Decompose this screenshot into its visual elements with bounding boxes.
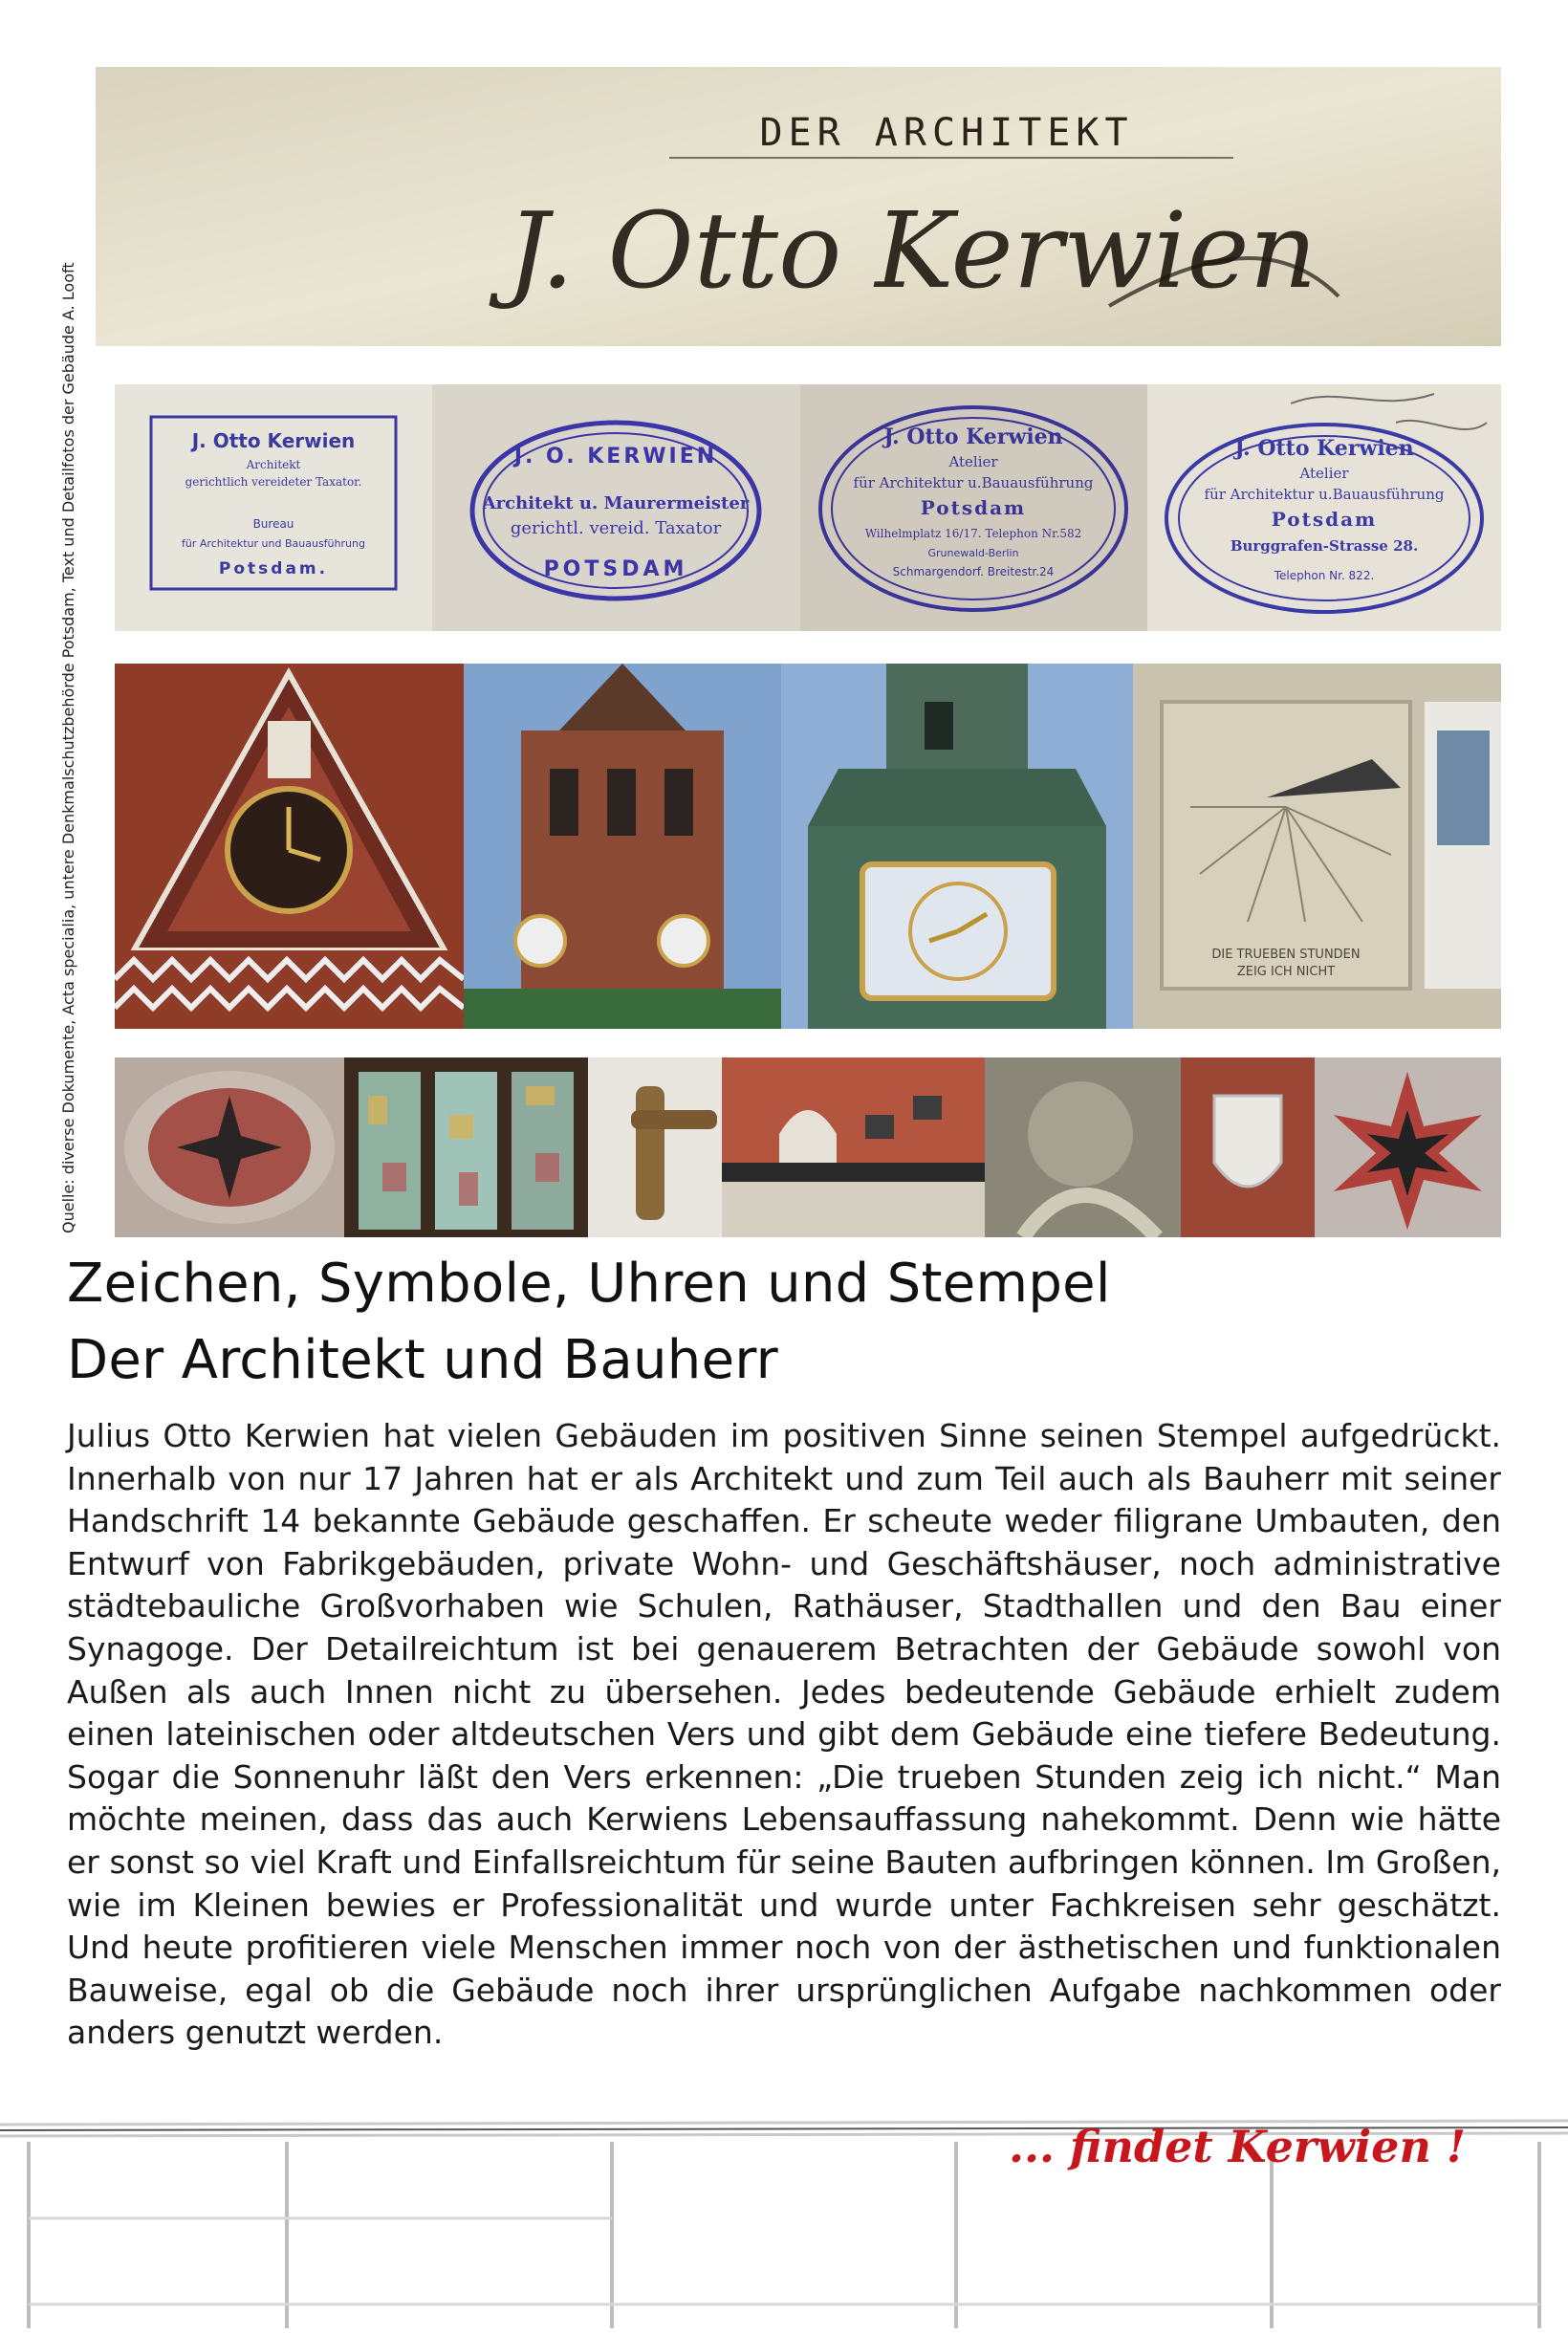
stamp-4-line-6: Telephon Nr. 822.	[1274, 569, 1375, 582]
terrazzo-floor-photo	[115, 1057, 344, 1237]
stamp-3-line-7: Schmargendorf. Breitestr.24	[892, 565, 1055, 578]
stamp-3-line-3: für Architektur u.Bauausführung	[853, 474, 1094, 491]
copper-tower-clock-photo	[781, 664, 1133, 1029]
door-handle-photo	[588, 1057, 722, 1237]
sundial-photo	[1133, 664, 1501, 1029]
stamp-2-line-1: J. O. KERWIEN	[513, 445, 718, 469]
stamp-1-line-2: Architekt	[246, 458, 301, 471]
signature-header: DER ARCHITEKT	[759, 111, 1134, 155]
gable-clock-photo	[115, 664, 464, 1029]
slogan: ... findet Kerwien !	[1009, 2121, 1467, 2172]
page-title: Zeichen, Symbole, Uhren und Stempel	[67, 1253, 1111, 1315]
sundial-motto-line-1: DIE TRUEBEN STUNDEN	[1211, 948, 1361, 962]
stamp-1-line-3: gerichtlich vereideter Taxator.	[185, 475, 362, 489]
stamp-4-line-2: Atelier	[1299, 465, 1349, 482]
stamp-photo-4	[1147, 384, 1501, 631]
stairwell-interior-photo	[722, 1057, 985, 1237]
stamp-1-line-1: J. Otto Kerwien	[191, 429, 356, 452]
stamp-4-line-3: für Architektur u.Bauausführung	[1204, 486, 1445, 503]
stamp-3-line-1: J. Otto Kerwien	[883, 425, 1063, 449]
stamp-1-line-5: für Architektur und Bauausführung	[182, 537, 365, 550]
stamp-2-line-3: gerichtl. vereid. Taxator	[510, 518, 722, 538]
stained-glass-window-photo	[344, 1057, 588, 1237]
stamp-3-line-5: Wilhelmplatz 16/17. Telephon Nr.582	[864, 527, 1082, 540]
signature-banner-photo	[96, 67, 1501, 346]
stamp-photo-2	[432, 384, 800, 631]
stamp-4-line-5: Burggrafen-Strasse 28.	[1230, 537, 1419, 555]
body-paragraph: Julius Otto Kerwien hat vielen Gebäuden im positiven Sinne seinen Stempel aufgedrückt. Innerhalb von nur 17 Jahren hat er als Architekt und zum Teil auch als Bauherr mit seiner Handschrift 14 bekannte Gebäude geschaffen. Er scheute weder filigrane Umbauten, den Entwurf von Fabrikgebäuden, private Wohn- und Geschäftshäuser, noch administrative städtebauliche Großvorhaben wie Schulen, Rathäuser, Stadthallen und den Bau einer Synagoge. Der Detailreichtum ist bei genauerem Betrachten der Gebäude sowohl von Außen als auch Innen nicht zu übersehen. Jedes bedeutende Gebäude erhielt zudem einen lateinischen oder altdeutschen Vers und gibt dem Gebäude eine tiefere Bedeutung. Sogar die Sonnenuhr läßt den Vers erkennen: „Die trueben Stunden zeig ich nicht.“ Man möchte meinen, dass das auch Kerwiens Lebensauffassung nahekommt. Denn wie hätte er sonst so viel Kraft und Einfallsreichtum für seine Bauten aufbringen können. Im Großen, wie im Kleinen bewies er Professionalität und wurde unter Fachkreisen sehr geschätzt. Und heute profitieren viele Menschen immer noch von der ästhetischen und funktionalen Bauweise, egal ob die Gebäude noch ihrer ursprünglichen Aufgabe nachkommen oder anders genutzt werden.	[67, 1417, 1501, 2052]
brick-tower-clock-photo	[464, 664, 781, 1029]
handwritten-signature: J. Otto Kerwien	[507, 189, 1318, 312]
stamp-photo-3	[800, 384, 1147, 631]
stamp-4-line-4: Potsdam	[1271, 508, 1378, 531]
stamp-3-line-6: Grunewald-Berlin	[927, 547, 1019, 559]
stamp-2-line-2: Architekt u. Maurermeister	[482, 493, 750, 513]
stamp-photo-1	[115, 384, 432, 631]
stamp-1-line-6: Potsdam.	[218, 559, 329, 578]
coat-of-arms-photo	[1181, 1057, 1315, 1237]
ornament-relief-photo	[985, 1057, 1181, 1237]
stamp-3-line-2: Atelier	[948, 453, 998, 470]
stamp-3-line-4: Potsdam	[920, 496, 1027, 519]
star-floor-mosaic-photo	[1315, 1057, 1501, 1237]
stamp-4-line-1: J. Otto Kerwien	[1234, 436, 1414, 461]
stamp-2-line-4: POTSDAM	[543, 557, 688, 581]
sundial-motto-line-2: ZEIG ICH NICHT	[1236, 965, 1336, 979]
stamp-1-line-4: Bureau	[252, 517, 294, 531]
source-note: Quelle: diverse Dokumente, Acta specialia, untere Denkmalschutzbehörde Potsdam, Text und Detailfotos der Gebäude A. Looft	[59, 262, 77, 1233]
page-subtitle: Der Architekt und Bauherr	[67, 1329, 779, 1391]
